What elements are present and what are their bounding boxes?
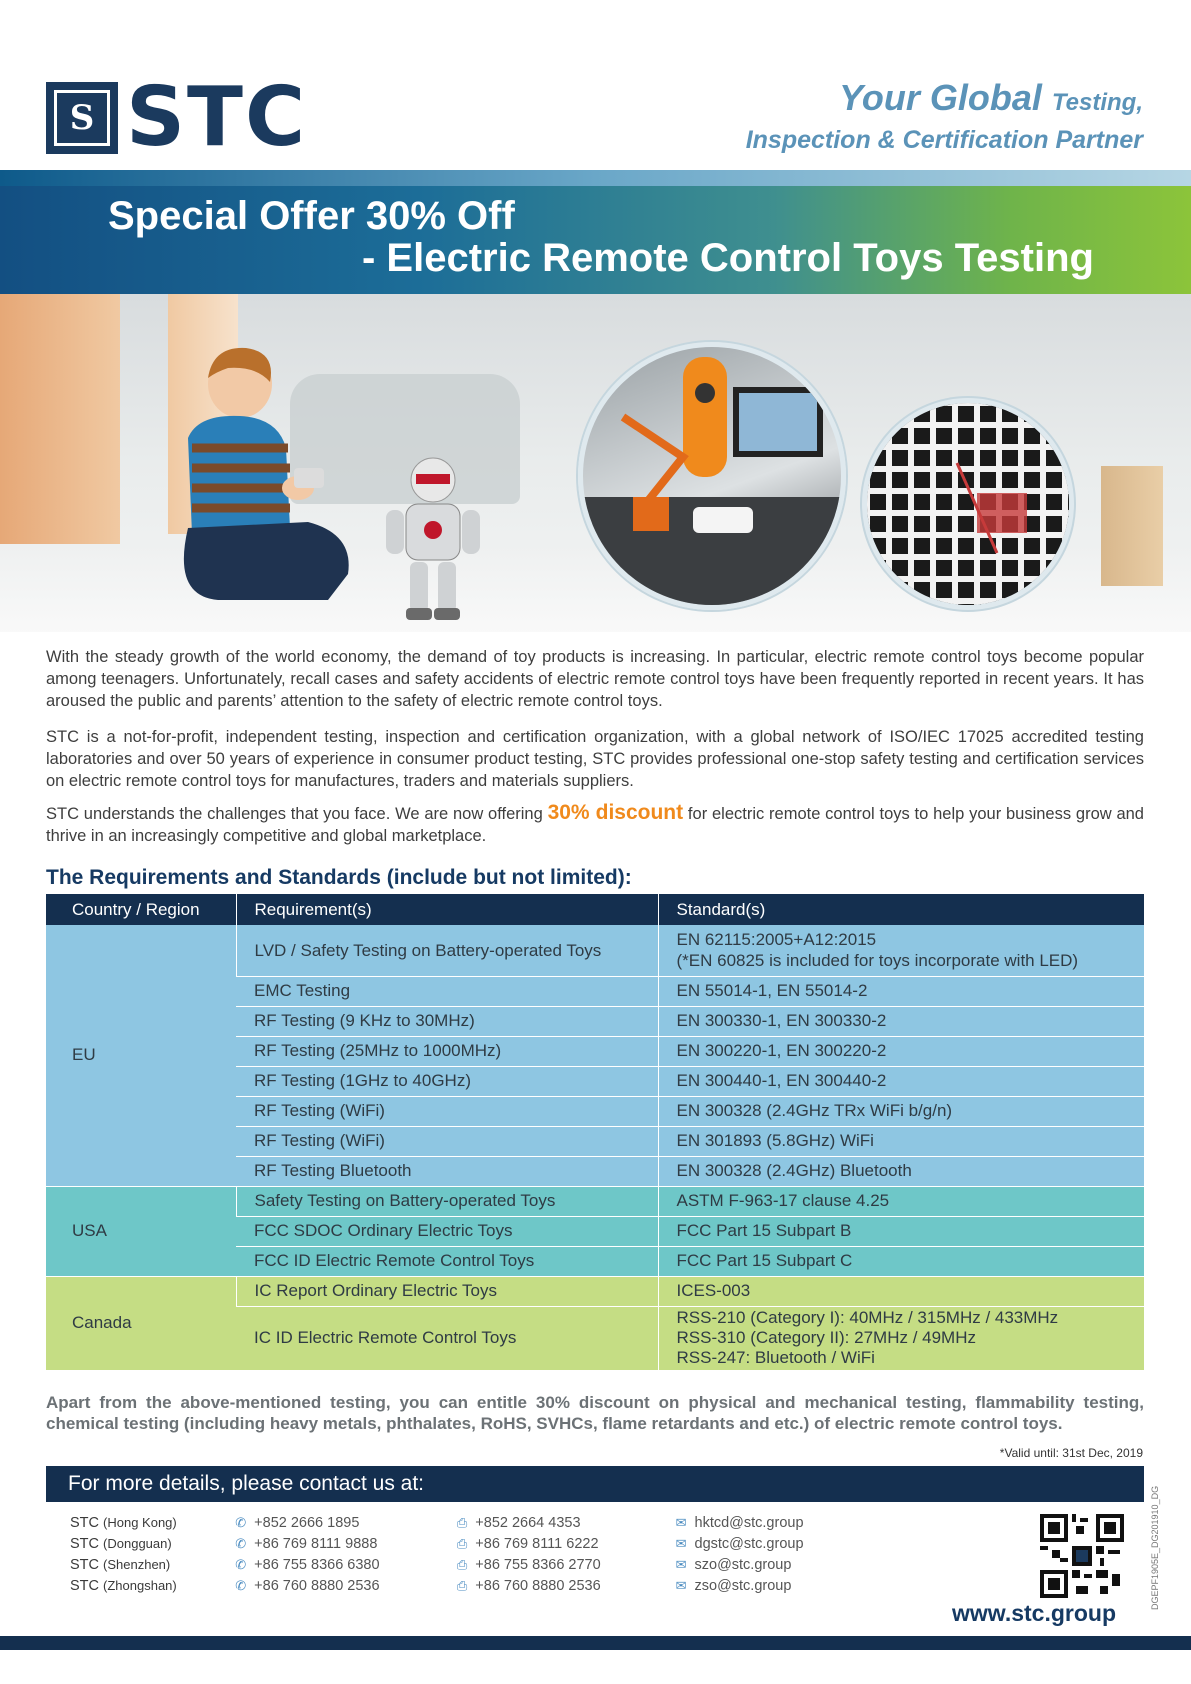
header xyxy=(0,0,1191,170)
fax-number: +852 2664 4353 xyxy=(475,1514,581,1531)
office-name xyxy=(70,1557,235,1573)
valid-until: *Valid until: 31st Dec, 2019 xyxy=(999,1446,1143,1460)
table-row xyxy=(46,1186,1144,1216)
region-eu: EU xyxy=(46,925,236,1186)
office-name xyxy=(70,1536,235,1552)
phone-icon: ✆ xyxy=(235,1535,247,1551)
office-email[interactable] xyxy=(676,1578,870,1594)
office-location: (Zhongshan) xyxy=(103,1577,177,1593)
office-email[interactable] xyxy=(676,1557,870,1573)
email-icon: ✉ xyxy=(675,1514,687,1530)
fax-icon: ⎙ xyxy=(456,1535,468,1551)
contact-row xyxy=(70,1575,870,1596)
phone-number: +86 760 8880 2536 xyxy=(254,1577,380,1594)
phone-number: +852 2666 1895 xyxy=(254,1514,360,1531)
qr-code[interactable] xyxy=(1040,1514,1124,1598)
email-icon: ✉ xyxy=(675,1556,687,1572)
office-phone[interactable] xyxy=(235,1515,457,1531)
intro-paragraph-3 xyxy=(46,802,1144,847)
tagline xyxy=(746,78,1143,157)
phone-icon: ✆ xyxy=(235,1514,247,1530)
standard-cell: EN 300328 (2.4GHz) Bluetooth xyxy=(658,1156,1144,1186)
standard-cell xyxy=(658,925,1144,976)
intro-paragraph-2: STC is a not-for-profit, independent testing, inspection and certification organization, with a global network of ISO/IEC 17025 accredited testing laboratories and over 50 years of experience in consumer product testing, STC provides professional one-stop safety testing and certification services on electric remote control toys for manufactures, traders and materials suppliers. xyxy=(46,728,1144,790)
discount-highlight: 30% discount xyxy=(547,801,684,824)
requirement-cell: RF Testing Bluetooth xyxy=(236,1156,658,1186)
additional-testing-note: Apart from the above-mentioned testing, you can entitle 30% discount on physical and mechanical testing, flammability testing, chemical testing (including heavy metals, phthalates, RoHS, SVHCs, flame retardants and etc.) of electric remote control toys. xyxy=(46,1393,1144,1433)
office-brand: STC xyxy=(70,1535,99,1552)
title-banner xyxy=(0,170,1191,294)
contact-heading: For more details, please contact us at: xyxy=(46,1466,1144,1502)
office-phone[interactable] xyxy=(235,1578,457,1594)
banner-title-line2: - Electric Remote Control Toys Testing xyxy=(362,236,1094,280)
robot-toy-image xyxy=(378,454,488,624)
region-usa: USA xyxy=(46,1186,236,1276)
table-row xyxy=(46,925,1144,976)
tagline-small: Testing, xyxy=(1051,89,1143,116)
email-address: szo@stc.group xyxy=(694,1556,792,1573)
phone-number: +86 755 8366 6380 xyxy=(254,1556,380,1573)
contact-row xyxy=(70,1533,870,1554)
email-address: zso@stc.group xyxy=(694,1577,792,1594)
standard-line: RSS-210 (Category I): 40MHz / 315MHz / 433MHz xyxy=(676,1308,1059,1327)
email-address: hktcd@stc.group xyxy=(694,1514,804,1531)
header-standard: Standard(s) xyxy=(658,894,1144,925)
header-country: Country / Region xyxy=(46,894,236,925)
requirements-heading: The Requirements and Standards (include but not limited): xyxy=(46,866,632,889)
contact-list xyxy=(70,1512,870,1596)
standard-cell: EN 301893 (5.8GHz) WiFi xyxy=(658,1126,1144,1156)
office-email[interactable] xyxy=(676,1536,870,1552)
tagline-line2: Inspection & Certification Partner xyxy=(745,126,1143,154)
fax-number: +86 755 8366 2770 xyxy=(475,1556,601,1573)
standard-cell: EN 300440-1, EN 300440-2 xyxy=(658,1066,1144,1096)
requirement-cell: IC ID Electric Remote Control Toys xyxy=(236,1306,658,1370)
fax-icon: ⎙ xyxy=(456,1577,468,1593)
standard-line: RSS-310 (Category II): 27MHz / 49MHz xyxy=(676,1328,976,1347)
anechoic-chamber-image xyxy=(862,398,1074,610)
website-link[interactable]: www.stc.group xyxy=(952,1600,1116,1626)
requirement-cell: RF Testing (9 KHz to 30MHz) xyxy=(236,1006,658,1036)
office-phone[interactable] xyxy=(235,1557,457,1573)
office-fax xyxy=(457,1557,676,1573)
region-canada: Canada xyxy=(46,1276,236,1370)
office-fax xyxy=(457,1515,676,1531)
standard-cell: EN 55014-1, EN 55014-2 xyxy=(658,976,1144,1006)
requirement-cell: LVD / Safety Testing on Battery-operated Toys xyxy=(236,925,658,976)
standard-cell: FCC Part 15 Subpart B xyxy=(658,1216,1144,1246)
boy-playing-image xyxy=(158,338,368,618)
requirement-cell: FCC ID Electric Remote Control Toys xyxy=(236,1246,658,1276)
fax-number: +86 769 8111 6222 xyxy=(475,1535,599,1552)
standard-cell: EN 300220-1, EN 300220-2 xyxy=(658,1036,1144,1066)
office-brand: STC xyxy=(70,1514,99,1531)
office-location: (Dongguan) xyxy=(103,1535,172,1551)
standard-cell: FCC Part 15 Subpart C xyxy=(658,1246,1144,1276)
standard-line: RSS-247: Bluetooth / WiFi xyxy=(676,1348,875,1367)
email-address: dgstc@stc.group xyxy=(694,1535,804,1552)
table-header-row xyxy=(46,894,1144,925)
logo-mark-glyph: S xyxy=(54,90,110,146)
banner-title-line1: Special Offer 30% Off xyxy=(108,194,515,238)
standard-line: (*EN 60825 is included for toys incorporate with LED) xyxy=(676,951,1079,971)
office-name xyxy=(70,1515,235,1531)
document-code: DGEPF1905E_DG201910_DG xyxy=(1150,1485,1160,1610)
logo-text: STC xyxy=(126,70,308,165)
phone-icon: ✆ xyxy=(235,1577,247,1593)
office-brand: STC xyxy=(70,1577,99,1594)
office-fax xyxy=(457,1578,676,1594)
requirement-cell: RF Testing (1GHz to 40GHz) xyxy=(236,1066,658,1096)
requirement-cell: IC Report Ordinary Electric Toys xyxy=(236,1276,658,1306)
standard-cell: EN 300328 (2.4GHz TRx WiFi b/g/n) xyxy=(658,1096,1144,1126)
footer-bar xyxy=(0,1636,1191,1650)
table-row xyxy=(46,1276,1144,1306)
fax-icon: ⎙ xyxy=(456,1556,468,1572)
office-brand: STC xyxy=(70,1556,99,1573)
requirement-cell: Safety Testing on Battery-operated Toys xyxy=(236,1186,658,1216)
intro-p3-after: for electric remote control toys to help your business grow and thrive in an increasingly competitive and global marketplace. xyxy=(46,805,1144,845)
contact-row xyxy=(70,1512,870,1533)
requirement-cell: RF Testing (WiFi) xyxy=(236,1096,658,1126)
office-fax xyxy=(457,1536,676,1552)
intro-paragraph-1: With the steady growth of the world economy, the demand of toy products is increasing. In particular, electric remote control toys become popular among teenagers. Unfortunately, recall cases and safety accidents of electric remote control toys have been frequently reported in recent years. It has aroused the public and parents’ attention to the safety of electric remote control toys. xyxy=(46,648,1144,710)
standard-cell: ICES-003 xyxy=(658,1276,1144,1306)
standard-line: EN 62115:2005+A12:2015 xyxy=(676,930,877,950)
phone-icon: ✆ xyxy=(235,1556,247,1572)
contact-row xyxy=(70,1554,870,1575)
standard-cell: ASTM F-963-17 clause 4.25 xyxy=(658,1186,1144,1216)
office-email[interactable] xyxy=(676,1515,870,1531)
header-requirement: Requirement(s) xyxy=(236,894,658,925)
office-location: (Shenzhen) xyxy=(103,1556,171,1572)
standards-table xyxy=(46,894,1144,1371)
hero-paper-bag xyxy=(1101,466,1163,586)
requirement-cell: RF Testing (WiFi) xyxy=(236,1126,658,1156)
stc-logo xyxy=(46,70,308,165)
tagline-big: Your Global xyxy=(839,77,1042,118)
standard-cell xyxy=(658,1306,1144,1370)
email-icon: ✉ xyxy=(675,1577,687,1593)
office-location: (Hong Kong) xyxy=(103,1514,177,1530)
fax-number: +86 760 8880 2536 xyxy=(475,1577,601,1594)
phone-number: +86 769 8111 9888 xyxy=(254,1535,378,1552)
requirement-cell: EMC Testing xyxy=(236,976,658,1006)
intro-p3-before: STC understands the challenges that you face. We are now offering xyxy=(46,805,548,823)
lab-equipment-image xyxy=(578,342,846,610)
fax-icon: ⎙ xyxy=(456,1514,468,1530)
requirement-cell: FCC SDOC Ordinary Electric Toys xyxy=(236,1216,658,1246)
office-name xyxy=(70,1578,235,1594)
office-phone[interactable] xyxy=(235,1536,457,1552)
banner-stripe xyxy=(0,170,1191,186)
email-icon: ✉ xyxy=(675,1535,687,1551)
stc-logo-mark xyxy=(46,82,118,154)
requirement-cell: RF Testing (25MHz to 1000MHz) xyxy=(236,1036,658,1066)
standard-cell: EN 300330-1, EN 300330-2 xyxy=(658,1006,1144,1036)
